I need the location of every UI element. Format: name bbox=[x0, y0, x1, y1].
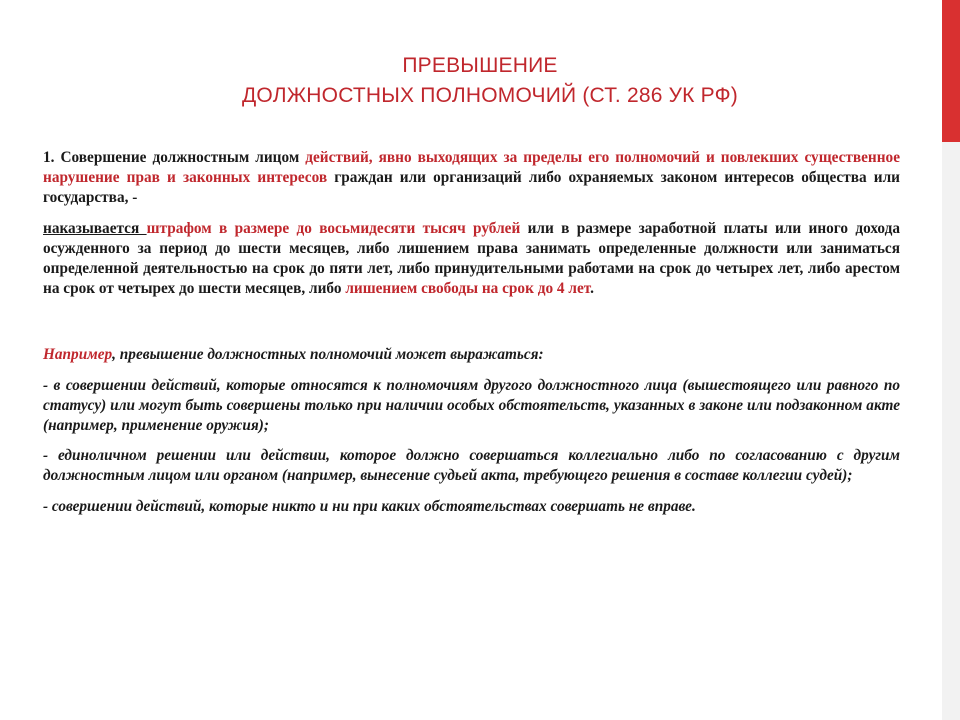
title-line-2: ДОЛЖНОСТНЫХ ПОЛНОМОЧИЙ (СТ. 286 УК РФ) bbox=[242, 84, 738, 107]
slide-content bbox=[43, 148, 900, 527]
part1-text-b: граждан или организаций либо охраняемых законом интересов общества или государства, - bbox=[43, 169, 900, 207]
example-item-2: - единоличном решении или действии, которое должно совершаться коллегиально либо по согласованию с другим должностным лицом или органом (например, вынесение судьей акта, требующего решения в составе коллегии судей); bbox=[43, 447, 900, 485]
article-punishment bbox=[43, 219, 900, 300]
examples-intro bbox=[43, 345, 900, 365]
examples-intro-keyword: Например bbox=[43, 346, 113, 364]
part1-text-a: 1. Совершение должностным лицом bbox=[43, 149, 306, 166]
punishment-fine: штрафом в размере до восьмидесяти тысяч рублей bbox=[146, 219, 521, 237]
spacer bbox=[43, 309, 900, 345]
punishment-imprisonment: лишением свободы на срок до 4 лет bbox=[345, 280, 591, 298]
examples-intro-text: , превышение должностных полномочий может выражаться: bbox=[112, 346, 544, 364]
example-item-3: - совершении действий, которые никто и ни при каких обстоятельствах совершать не вправе. bbox=[43, 497, 696, 515]
article-part-1 bbox=[43, 148, 900, 209]
punishment-end: . bbox=[590, 280, 594, 298]
part1-highlight: действий, явно выходящих за пределы его полномочий и повлекших существенное нарушение прав и законных интересов bbox=[43, 149, 900, 187]
example-item-1: - в совершении действий, которые относятся к полномочиям другого должностного лица (вышестоящего или равного по статусу) или могут быть совершены только при наличии особых обстоятельств, указанных в законе или подзаконном акте (например, применение оружия); bbox=[43, 376, 900, 435]
punishment-text: или в размере заработной платы или иного дохода осужденного за период до шести месяцев, либо лишением права занимать определенные должности или заниматься определенной деятельностью на срок до пяти лет, либо принудительными работами на срок до четырех лет, либо арестом на срок от четырех до шести месяцев, либо bbox=[43, 219, 901, 298]
punishment-keyword: наказывается bbox=[43, 219, 147, 237]
edge-accent-bar bbox=[942, 0, 960, 142]
title-line-1: ПРЕВЫШЕНИЕ bbox=[402, 54, 558, 77]
